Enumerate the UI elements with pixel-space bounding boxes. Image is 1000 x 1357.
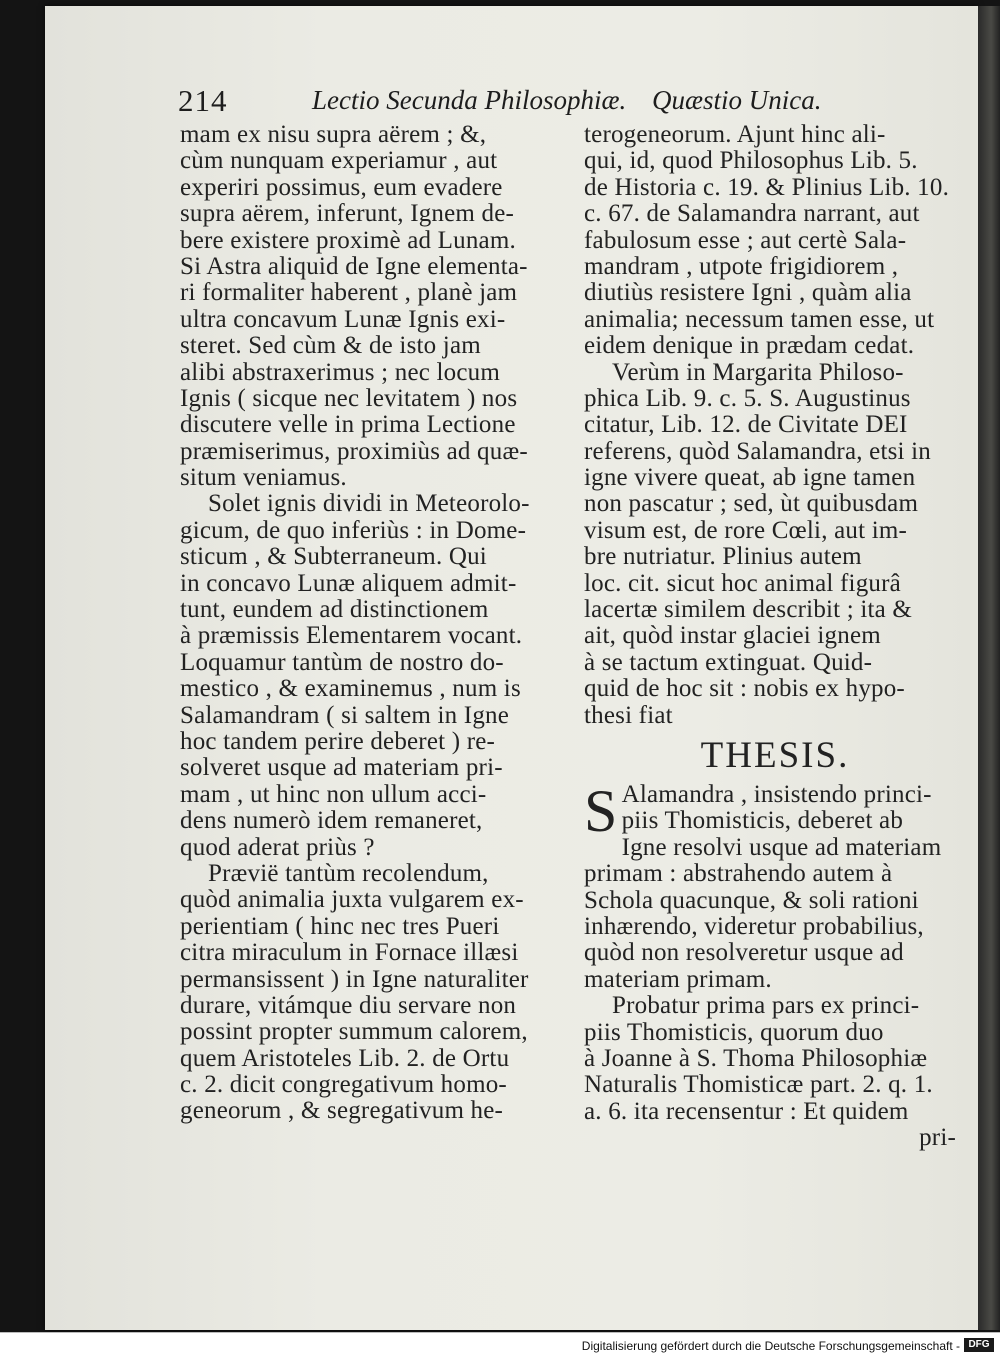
text-line: a. 6. ita recensentur : Et quidem — [584, 1097, 909, 1125]
text-line: à se tactum extinguat. Quid- — [584, 648, 873, 676]
text-line: mestico , & examinemus , num is — [180, 675, 521, 703]
left-column — [180, 122, 570, 1125]
dfg-logo-icon: DFG — [964, 1338, 994, 1352]
text-line: situm veniamus. — [180, 464, 347, 492]
text-line: Verùm in Margarita Philoso- — [612, 358, 904, 386]
text-line: geneorum , & segregativum he- — [180, 1097, 504, 1125]
text-line: Si Astra aliquid de Igne elementa- — [180, 252, 528, 280]
text-line: solveret usque ad materiam pri- — [180, 754, 503, 782]
text-line: steret. Sed cùm & de isto jam — [180, 332, 481, 360]
text-line: terogeneorum. Ajunt hinc ali- — [584, 121, 886, 148]
text-line: quem Aristoteles Lib. 2. de Ortu — [180, 1044, 510, 1072]
text-line: experiri possimus, eum evadere — [180, 173, 503, 201]
text-line: bre nutriatur. Plinius autem — [584, 543, 862, 571]
text-line: dens numerò idem remaneret, — [180, 807, 483, 835]
text-line: tunt, eundem ad distinctionem — [180, 596, 489, 624]
text-line: Prævië tantùm recolendum, — [208, 859, 489, 887]
text-line: perientiam ( hinc nec tres Pueri — [180, 912, 500, 940]
text-line: primam : abstrahendo autem à — [584, 860, 893, 888]
text-line: à Joanne à S. Thoma Philosophiæ — [584, 1044, 928, 1072]
drop-cap: S — [584, 777, 618, 844]
text-line: materiam primam. — [584, 965, 772, 993]
text-line: mam ex nisu supra aërem ; &, — [180, 121, 487, 148]
text-line: discutere velle in prima Lectione — [180, 411, 516, 439]
text-line: præmiserimus, proximiùs ad quæ- — [180, 437, 528, 465]
text-line: cùm nunquam experiamur , aut — [180, 147, 498, 175]
text-line: hoc tandem perire deberet ) re- — [180, 727, 496, 755]
text-line: Loquamur tantùm de nostro do- — [180, 648, 504, 676]
funding-footer — [0, 1332, 1000, 1357]
thesis-heading: THESIS. — [700, 734, 850, 776]
text-line: igne vivere queat, ab igne tamen — [584, 464, 916, 492]
text-line: bere existere proximè ad Lunam. — [180, 226, 516, 254]
text-line: piis Thomisticis, deberet ab — [621, 807, 904, 835]
text-line: animalia; necessum tamen esse, ut — [584, 305, 935, 333]
text-line: permansissent ) in Igne naturaliter — [180, 965, 529, 993]
text-line: phica Lib. 9. c. 5. S. Augustinus — [584, 384, 911, 412]
text-line: mam , ut hinc non ullum acci- — [180, 780, 487, 808]
right-column — [584, 122, 956, 1151]
text-line: ri formaliter haberent , planè jam — [180, 279, 518, 307]
page-number: 214 — [178, 83, 228, 118]
text-line: fabulosum esse ; aut certè Sala- — [584, 226, 907, 254]
text-line: Solet ignis dividi in Meteorolo- — [208, 490, 530, 518]
text-line: Salamandram ( si saltem in Igne — [180, 701, 510, 729]
text-line: ultra concavum Lunæ Ignis exi- — [180, 305, 506, 333]
text-line: mandram , utpote frigidiorem , — [584, 252, 899, 280]
text-line: loc. cit. sicut hoc animal figurâ — [584, 569, 901, 597]
text-line: gicum, de quo inferiùs : in Dome- — [180, 516, 527, 544]
text-line: in concavo Lunæ aliquem admit- — [180, 569, 517, 597]
funding-credit: Digitalisierung gefördert durch die Deutsche Forschungsgemeinschaft - — [581, 1339, 960, 1353]
text-line: visum est, de rore Cœli, aut im- — [584, 516, 908, 544]
text-line: quid de hoc sit : nobis ex hypo- — [584, 675, 905, 703]
text-line: c. 67. de Salamandra narrant, aut — [584, 200, 920, 228]
text-line: de Historia c. 19. & Plinius Lib. 10. — [584, 173, 950, 201]
catchword: pri- — [919, 1124, 956, 1152]
text-line: Probatur prima pars ex princi- — [612, 992, 920, 1020]
text-line: c. 2. dicit congregativum homo- — [180, 1071, 507, 1099]
running-head: Lectio Secunda Philosophiæ. — [312, 85, 627, 115]
text-line: ait, quòd instar glaciei ignem — [584, 622, 881, 650]
text-line: Alamandra , insistendo princi- — [621, 780, 932, 808]
page-header — [0, 83, 1000, 123]
text-line: non pascatur ; sed, ùt quibusdam — [584, 490, 919, 518]
text-line: alibi abstraxerimus ; nec locum — [180, 358, 500, 386]
book-edge — [978, 6, 1000, 1330]
text-line: à præmissis Elementarem vocant. — [180, 622, 523, 650]
text-line: citra miraculum in Fornace illæsi — [180, 939, 519, 967]
text-line: supra aërem, inferunt, Ignem de- — [180, 200, 515, 228]
text-line: qui, id, quod Philosophus Lib. 5. — [584, 147, 918, 175]
text-line: quòd animalia juxta vulgarem ex- — [180, 886, 524, 914]
text-line: referens, quòd Salamandra, etsi in — [584, 437, 931, 465]
text-line: Naturalis Thomisticæ part. 2. q. 1. — [584, 1071, 933, 1099]
text-line: citatur, Lib. 12. de Civitate DEI — [584, 411, 908, 439]
text-line: Igne resolvi usque ad materiam — [621, 833, 942, 861]
running-head-right: Quæstio Unica. — [652, 85, 822, 115]
text-line: Ignis ( sicque nec levitatem ) nos — [180, 384, 518, 412]
text-line: thesi fiat — [584, 701, 673, 729]
text-line: piis Thomisticis, quorum duo — [584, 1018, 884, 1046]
text-line: sticum , & Subterraneum. Qui — [180, 543, 487, 571]
text-line: lacertæ similem describit ; ita & — [584, 596, 913, 624]
text-line: quod aderat priùs ? — [180, 833, 375, 861]
text-line: diutiùs resistere Igni , quàm alia — [584, 279, 912, 307]
text-line: inhærendo, videretur probabilius, — [584, 912, 924, 940]
text-line: durare, vitámque diu servare non — [180, 991, 517, 1019]
text-line: eidem denique in prædam cedat. — [584, 332, 915, 360]
text-line: quòd non resolveretur usque ad — [584, 939, 904, 967]
text-line: possint propter summum calorem, — [180, 1018, 528, 1046]
text-line: Schola quacunque, & soli rationi — [584, 886, 919, 914]
